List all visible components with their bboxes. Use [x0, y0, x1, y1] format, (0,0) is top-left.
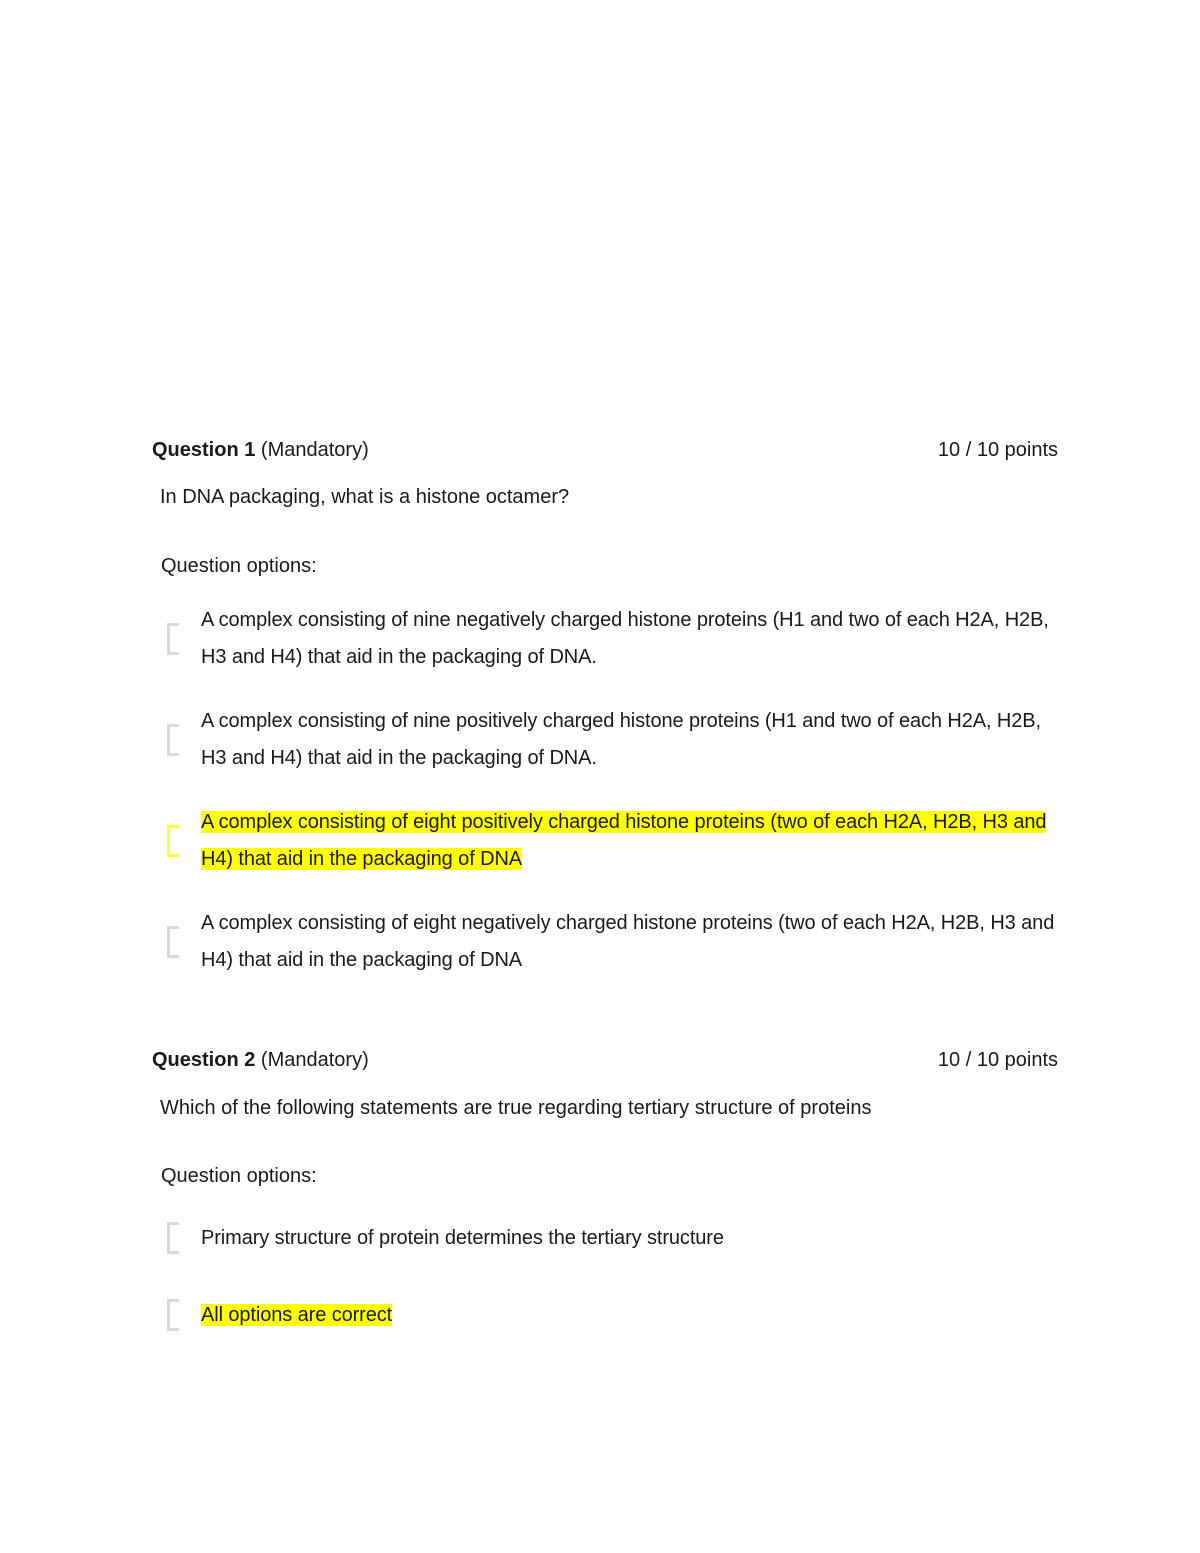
question-2 [152, 1046, 1058, 1326]
checkbox-icon[interactable] [167, 623, 179, 655]
question-prompt: Which of the following statements are true regarding tertiary structure of proteins [160, 1097, 872, 1119]
checkbox-icon[interactable] [167, 724, 179, 756]
option-text [201, 804, 1061, 878]
option-text: A complex consisting of eight negatively charged histone proteins (two of each H2A, H2B, H3 and H4) that aid in the packaging of DNA [201, 912, 1055, 971]
question-points: 10 / 10 points [937, 439, 1058, 461]
question-label: Question 1 [152, 439, 256, 461]
options-label: Question options: [161, 1165, 317, 1187]
checkbox-icon[interactable] [167, 825, 179, 857]
options-label: Question options: [161, 555, 317, 577]
highlighted-answer: A complex consisting of eight positively charged histone proteins (two of each H2A, H2B, H3 and H4) that aid in the packaging of DNA [201, 811, 1047, 870]
question-label: Question 2 [152, 1049, 256, 1071]
question-points: 10 / 10 points [937, 1049, 1058, 1071]
question-prompt: In DNA packaging, what is a histone octamer? [160, 486, 570, 508]
highlighted-answer: All options are correct [201, 1304, 393, 1326]
option-text: Primary structure of protein determines the tertiary structure [201, 1227, 724, 1249]
option-text: A complex consisting of nine negatively charged histone proteins (H1 and two of each H2A, H2B, H3 and H4) that aid in the packaging of DNA. [201, 609, 1049, 668]
question-header [152, 1046, 1058, 1074]
option-text [201, 1297, 1061, 1334]
question-1 [152, 436, 1058, 971]
option-text: A complex consisting of nine positively charged histone proteins (H1 and two of each H2A, H2B, H3 and H4) that aid in the packaging of DNA. [201, 710, 1041, 769]
question-tag: (Mandatory) [255, 1049, 369, 1071]
checkbox-icon[interactable] [167, 1222, 179, 1254]
checkbox-icon[interactable] [167, 1299, 179, 1331]
question-header [152, 436, 1058, 464]
question-tag: (Mandatory) [255, 439, 369, 461]
checkbox-icon[interactable] [167, 926, 179, 958]
